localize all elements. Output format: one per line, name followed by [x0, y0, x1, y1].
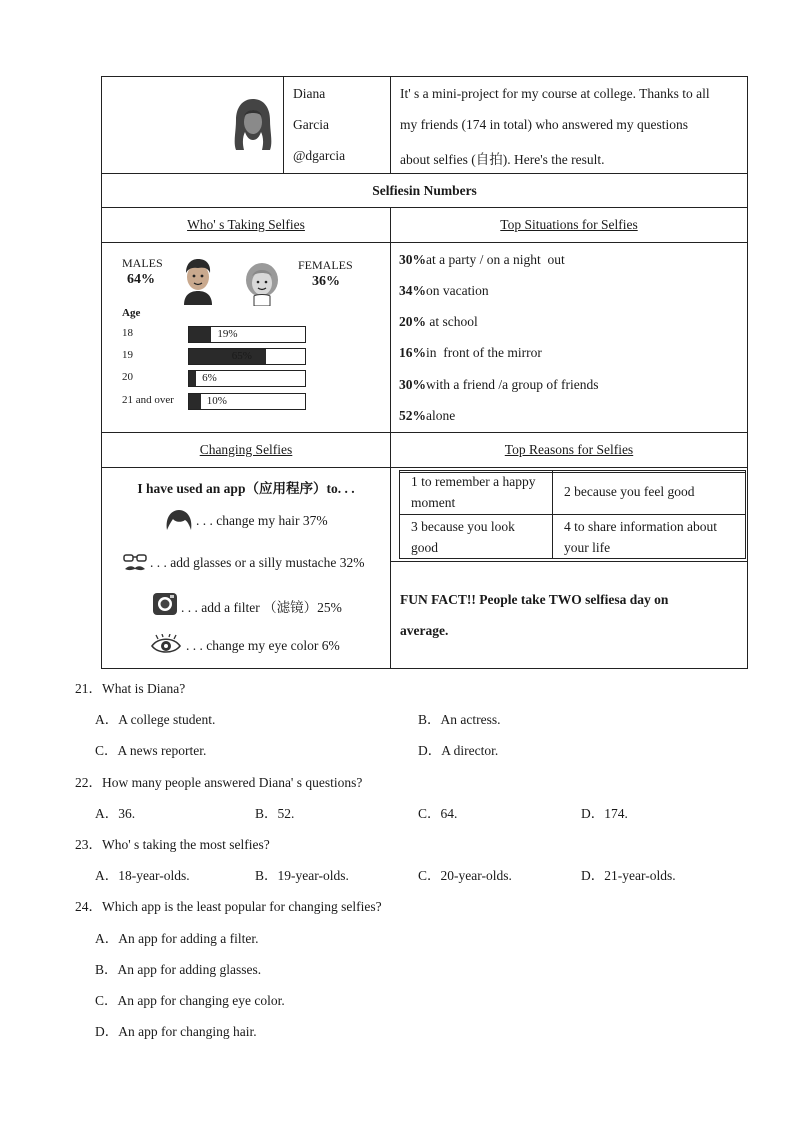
camera-filter-icon — [152, 592, 178, 616]
age-row-label: 18 — [122, 327, 133, 339]
males-percent: 64% — [127, 272, 155, 287]
male-figure-icon — [178, 257, 218, 305]
section-title: Selfiesin Numbers — [372, 183, 477, 198]
profile-handle: @dgarcia — [293, 148, 346, 163]
situation-item — [399, 314, 478, 330]
option-label: A． — [95, 931, 119, 946]
situation-item — [399, 345, 542, 361]
profile-first-name: Diana — [293, 86, 326, 101]
intro-text-line: about selfies (自拍). Here's the result. — [400, 152, 605, 167]
option-label: B． — [95, 962, 118, 977]
option-label: C． — [95, 993, 118, 1008]
add-filter-text: . . . add a filter （滤镜）25% — [181, 600, 342, 615]
changing-heading: Changing Selfies — [199, 442, 293, 457]
option-label: A． — [95, 806, 119, 821]
table-divider — [101, 432, 748, 433]
who-taking-heading: Who' s Taking Selfies — [187, 217, 305, 232]
age-row-label: 21 and over — [122, 394, 174, 406]
fun-fact-line: FUN FACT!! People take TWO selfiesa day on — [400, 592, 669, 607]
table-border-right — [747, 76, 748, 669]
situation-item — [399, 252, 565, 268]
option-label: A． — [95, 868, 119, 883]
option-a[interactable]: An app for adding a filter. — [118, 931, 259, 946]
reasons-heading: Top Reasons for Selfies — [504, 442, 634, 457]
situation-percent: 52% — [399, 408, 426, 423]
question-number: 21． — [75, 681, 102, 696]
hair-icon — [165, 508, 193, 534]
reasons-table-divider — [552, 470, 553, 559]
option-a[interactable]: A college student. — [118, 712, 216, 727]
situation-text: at a party / on a night out — [426, 252, 565, 267]
top-situations-heading: Top Situations for Selfies — [500, 217, 638, 232]
age-label: Age — [122, 307, 141, 319]
situation-text: in front of the mirror — [426, 345, 542, 360]
option-label: C． — [95, 743, 118, 758]
option-c[interactable]: A news reporter. — [117, 743, 207, 758]
situation-item — [399, 408, 455, 424]
question-text: How many people answered Diana' s questions? — [102, 775, 363, 790]
situation-percent: 20% — [399, 314, 426, 329]
option-label: A． — [95, 712, 119, 727]
option-c[interactable]: 20-year-olds. — [440, 868, 512, 883]
intro-text-line: It' s a mini-project for my course at college. Thanks to all — [400, 86, 710, 101]
age-bar-percent: 10% — [206, 395, 227, 407]
age-row-label: 19 — [122, 349, 133, 361]
reason-2: 2 because you feel good — [564, 484, 695, 499]
option-d[interactable]: A director. — [441, 743, 499, 758]
option-a[interactable]: 36. — [118, 806, 136, 821]
situation-percent: 16% — [399, 345, 426, 360]
situation-percent: 30% — [399, 377, 426, 392]
table-border-bottom — [101, 668, 748, 669]
add-glasses-text: . . . add glasses or a silly mustache 32% — [150, 555, 365, 570]
males-label: MALES — [122, 256, 163, 270]
option-d[interactable]: An app for changing hair. — [118, 1024, 257, 1039]
table-divider — [390, 207, 391, 669]
question-number: 22． — [75, 775, 102, 790]
reason-4-cont: your life — [564, 540, 611, 555]
table-divider — [283, 76, 284, 174]
changing-intro: I have used an app（应用程序）to. . . — [137, 481, 355, 496]
option-label: B． — [418, 712, 441, 727]
table-divider — [101, 242, 748, 243]
option-b[interactable]: An app for adding glasses. — [117, 962, 262, 977]
table-border-left — [101, 76, 102, 669]
table-divider — [390, 76, 391, 174]
option-label: D． — [418, 743, 442, 758]
situation-percent: 34% — [399, 283, 426, 298]
age-bar — [188, 370, 306, 387]
reasons-table-border — [399, 470, 746, 471]
age-bar-fill — [189, 371, 196, 386]
question-number: 23． — [75, 837, 102, 852]
option-label: C． — [418, 806, 441, 821]
age-bar-percent: 19% — [217, 328, 238, 340]
reasons-table-border — [391, 561, 748, 562]
option-a[interactable]: 18-year-olds. — [118, 868, 190, 883]
age-row-label: 20 — [122, 371, 133, 383]
reason-3: 3 because you look — [411, 519, 515, 534]
reason-1-cont: moment — [411, 495, 456, 510]
situation-item — [399, 283, 489, 299]
question-text: What is Diana? — [102, 681, 186, 696]
profile-last-name: Garcia — [293, 117, 329, 132]
option-b[interactable]: An actress. — [440, 712, 501, 727]
females-label: FEMALES — [298, 258, 353, 272]
intro-text-line: my friends (174 in total) who answered my questions — [400, 117, 688, 132]
option-label: D． — [581, 806, 605, 821]
age-bar-fill — [189, 349, 266, 364]
age-bar — [188, 393, 306, 410]
avatar — [230, 96, 276, 154]
eye-icon — [150, 634, 182, 656]
reason-3-cont: good — [411, 540, 438, 555]
situation-text: at school — [426, 314, 478, 329]
age-bar-fill — [189, 327, 211, 342]
table-divider — [101, 173, 748, 174]
option-c[interactable]: 64. — [440, 806, 458, 821]
age-bar-percent: 6% — [202, 372, 217, 384]
situation-item — [399, 377, 598, 393]
reason-1: 1 to remember a happy — [411, 474, 536, 489]
option-b[interactable]: 19-year-olds. — [277, 868, 349, 883]
question-number: 24． — [75, 899, 102, 914]
option-label: B． — [255, 806, 278, 821]
reasons-table-border — [399, 472, 746, 473]
reasons-table-divider — [399, 514, 746, 515]
situation-text: on vacation — [426, 283, 489, 298]
situation-text: alone — [426, 408, 456, 423]
age-bar — [188, 326, 306, 343]
option-label: C． — [418, 868, 441, 883]
question-text: Which app is the least popular for changing selfies? — [102, 899, 382, 914]
reasons-table-border — [399, 558, 746, 559]
reason-4: 4 to share information about — [564, 519, 717, 534]
change-eye-text: . . . change my eye color 6% — [186, 638, 340, 653]
table-border-top — [101, 76, 748, 77]
reasons-table-border — [399, 470, 400, 559]
situation-percent: 30% — [399, 252, 426, 267]
option-c[interactable]: An app for changing eye color. — [117, 993, 285, 1008]
option-d[interactable]: 174. — [604, 806, 628, 821]
option-d[interactable]: 21-year-olds. — [604, 868, 676, 883]
option-label: D． — [95, 1024, 119, 1039]
option-b[interactable]: 52. — [277, 806, 295, 821]
table-divider — [101, 467, 748, 468]
age-bar-fill — [189, 394, 201, 409]
option-label: D． — [581, 868, 605, 883]
females-percent: 36% — [312, 274, 340, 289]
female-figure-icon — [243, 262, 281, 306]
reasons-table-border — [745, 470, 746, 559]
age-bar-percent: 65% — [231, 350, 252, 362]
age-bar — [188, 348, 306, 365]
option-label: B． — [255, 868, 278, 883]
change-hair-text: . . . change my hair 37% — [196, 513, 328, 528]
situation-text: with a friend /a group of friends — [426, 377, 599, 392]
fun-fact-line: average. — [400, 623, 449, 638]
question-text: Who' s taking the most selfies? — [102, 837, 270, 852]
table-divider — [101, 207, 748, 208]
glasses-mustache-icon — [122, 553, 148, 575]
